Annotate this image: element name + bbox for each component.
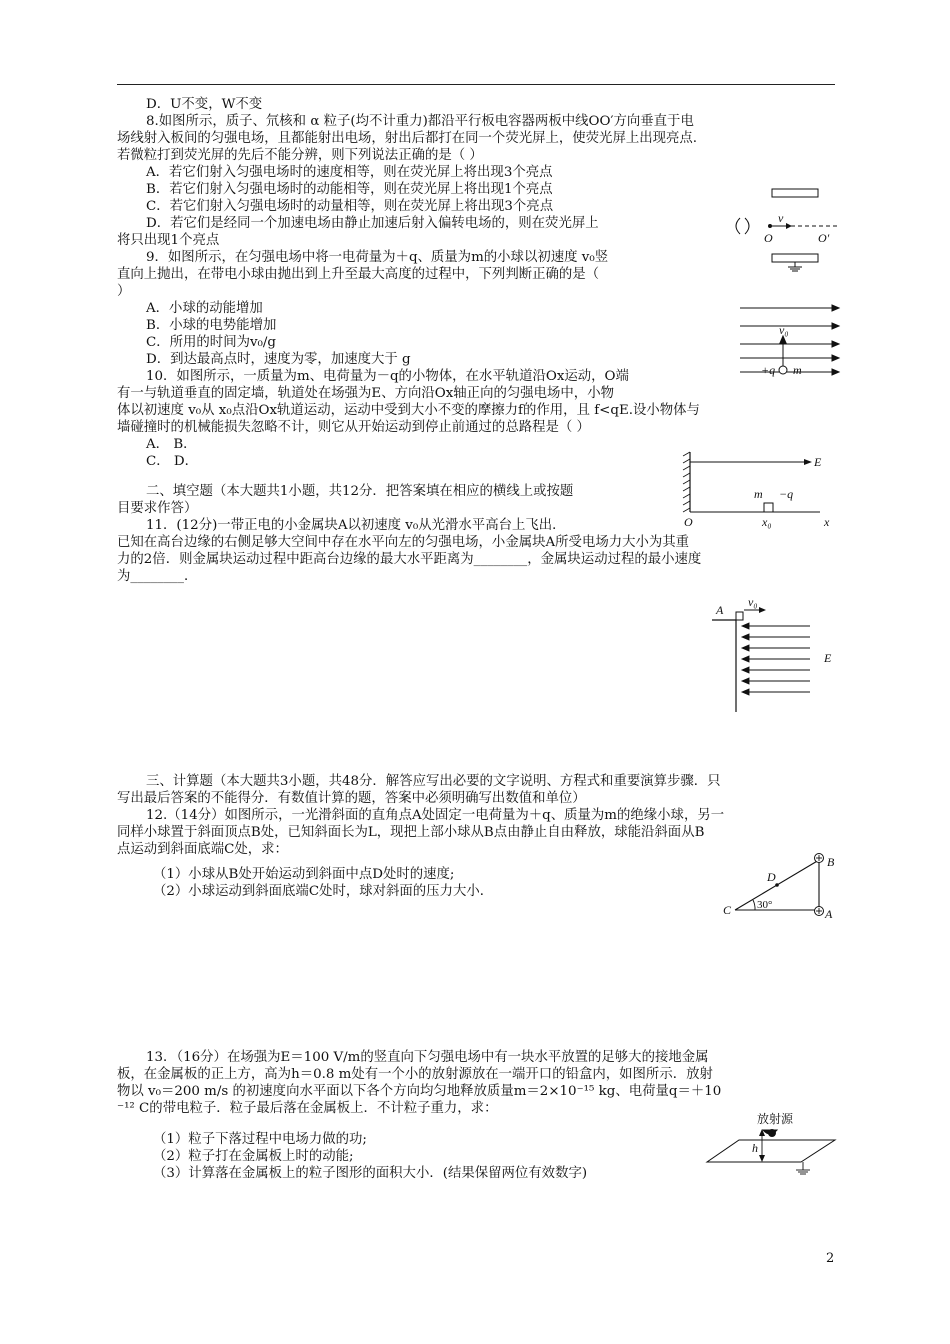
q10-track-figure [680,448,840,530]
q10-stem-line: 墙碰撞时的机械能损失忽略不计，则它从开始运动到停止前通过的总路程是（ ） [117,420,590,435]
q10-charge-label: −q [779,487,794,501]
section-3-heading: 三、计算题（本大题共3小题，共48分．解答应写出必要的文字说明、方程式和重要演算步骤．只 [146,774,721,789]
q8-o-label: O [764,231,773,245]
q9-v0-label: v₀ [779,323,789,337]
q11-stem-line: 为________． [117,569,198,584]
q11-stem-line: 力的2倍．则金属块运动过程中距高台边缘的最大水平距离为________，金属块运动过程的最小速度 [117,552,702,567]
q13-stem-line: 物以 v₀＝200 m/s 的初速度向水平面以下各个方向均匀地释放质量m＝2×10⁻¹⁵ kg、电荷量q＝＋10 [117,1084,722,1099]
q10-stem-line: 体以初速度 v₀从 x₀点沿Ox轨道运动，运动中受到大小不变的摩擦力f的作用，且 f<qE.设小物体与 [117,403,700,418]
q9-charge-label: +q [761,363,776,377]
q11-e-label: E [824,651,832,665]
q11-stem-line: 已知在高台边缘的右侧足够大空间中存在水平向左的匀强电场，小金属块A所受电场力大小为其重 [117,535,690,550]
q11-a-label: A [716,603,724,617]
q9-option-d: D．到达最高点时，速度为零，加速度大于 g [146,352,411,367]
q9-stem-line: 直向上抛出，在带电小球由抛出到上升至最大高度的过程中，下列判断正确的是（ [117,267,600,282]
section-2-heading: 二、填空题（本大题共1小题，共12分．把答案填在相应的横线上或按题 [146,484,574,499]
header-rule [117,84,835,85]
q8-option-c: C．若它们射入匀强电场时的动量相等，则在荧光屏上将出现3个亮点 [146,199,554,214]
q9-stem-line: 9．如图所示，在匀强电场中将一电荷量为＋q、质量为m的小球以初速度 v₀竖 [146,250,609,265]
q10-stem-line: 有一与轨道垂直的固定墙，轨道处在场强为E、方向沿Ox轴正向的匀强电场中，小物 [117,386,614,401]
q11-stem-line: 11．(12分)一带正电的小金属块A以初速度 v₀从光滑水平高台上飞出． [146,518,566,533]
q10-o-label: O [684,515,693,529]
q13-part-3: （3）计算落在金属板上的粒子图形的面积大小．(结果保留两位有效数字) [153,1166,588,1181]
q10-x0-label: x₀ [762,515,772,529]
q12-part-1: （1）小球从B处开始运动到斜面中点D处时的速度; [153,867,455,882]
q8-option-b: B．若它们射入匀强电场时的动能相等，则在荧光屏上将出现1个亮点 [146,182,553,197]
q12-stem-line: 点运动到斜面底端C处，求： [117,842,288,857]
q8-o-prime-label: O′ [818,231,830,245]
q8-option-d: D．若它们是经同一个加速电场由静止加速后射入偏转电场的，则在荧光屏上 [146,216,599,231]
q9-option-b: B．小球的电势能增加 [146,318,277,333]
q8-option-d-cont: 将只出现1个亮点 [117,233,220,248]
q10-stem-line: 10．如图所示，一质量为m、电荷量为－q的小物体，在水平轨道沿Ox运动，O端 [146,369,629,384]
section-2-heading-cont: 目要求作答） [117,501,198,516]
q8-capacitor-figure [712,182,842,272]
q11-platform-figure [700,596,850,716]
q9-option-c: C．所用的时间为v₀/g [146,335,276,350]
q12-d-label: D [767,870,776,884]
q13-source-label: 放射源 [757,1112,794,1126]
q13-part-1: （1）粒子下落过程中电场力做的功; [153,1132,367,1147]
section-3-heading-cont: 写出最后答案的不能得分．有数值计算的题，答案中必须明确写出数值和单位） [117,791,586,806]
q13-stem-line: 板，在金属板的正上方，高为h＝0.8 m处有一个小的放射源放在一端开口的铅盒内，如图所示．放射 [117,1067,713,1082]
q12-a-label: A [825,907,833,921]
q13-stem-line: ⁻¹² C的带电粒子．粒子最后落在金属板上．不计粒子重力，求： [117,1101,498,1116]
page-number: 2 [826,1251,835,1266]
q8-velocity-label: v [778,211,784,225]
q10-m-label: m [754,487,763,501]
q10-options-ab: A． B． [146,437,197,452]
q13-h-label: h [752,1141,758,1155]
q12-stem-line: 同样小球置于斜面顶点B处，已知斜面长为L，现把上部小球从B点由静止自由释放，球能沿斜面从B [117,825,705,840]
q12-angle-label: 30° [757,899,773,911]
q11-v0-label: v₀ [748,596,758,609]
q12-c-label: C [723,903,732,917]
q12-incline-figure [715,848,845,924]
q8-option-a: A．若它们射入匀强电场时的速度相等，则在荧光屏上将出现3个亮点 [146,165,553,180]
q9-stem-line: ） [117,284,131,299]
q10-e-label: E [814,455,822,469]
q10-x-label: x [824,515,830,529]
q13-source-figure [705,1112,845,1188]
q9-field-figure [735,300,845,390]
q12-b-label: B [827,855,835,869]
q8-stem-line: 若微粒打到荧光屏的先后不能分辨，则下列说法正确的是（ ） [117,148,483,163]
q12-part-2: （2）小球运动到斜面底端C处时，球对斜面的压力大小． [153,884,494,899]
q13-stem-line: 13．（16分）在场强为E＝100 V/m的竖直向下匀强电场中有一块水平放置的足够大的接地金属 [146,1050,709,1065]
q8-stem-line: 8.如图所示，质子、氘核和 α 粒子(均不计重力)都沿平行板电容器两板中线OO′方向垂直于电 [146,114,694,129]
q8-stem-line: 场线射入板间的匀强电场，且都能射出电场，射出后都打在同一个荧光屏上，使荧光屏上出现亮点. [117,131,698,146]
q10-options-cd: C． D． [146,454,199,469]
q9-mass-label: m [793,363,802,377]
q7-option-d: D．U不变，W不变 [146,97,263,112]
q9-option-a: A．小球的动能增加 [146,301,263,316]
q12-stem-line: 12.（14分）如图所示，一光滑斜面的直角点A处固定一电荷量为＋q、质量为m的绝缘小球，另一 [146,808,725,823]
q13-part-2: （2）粒子打在金属板上时的动能; [153,1149,354,1164]
